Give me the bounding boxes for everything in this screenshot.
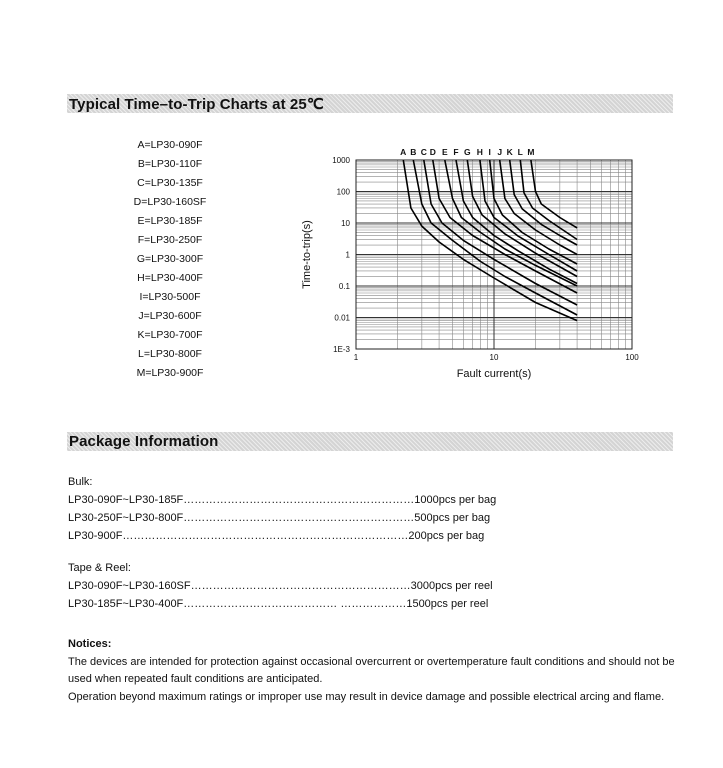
x-tick-label: 10 [489, 353, 499, 362]
legend-item: K=LP30-700F [137, 329, 203, 341]
series-label-g: G [463, 147, 471, 157]
legend-item: M=LP30-900F [136, 367, 204, 379]
bulk-row: LP30-900F……………………………………………………………………200pcs per bag [68, 530, 485, 542]
legend-item: E=LP30-185F [137, 215, 203, 227]
legend-item: J=LP30-600F [138, 310, 202, 322]
legend-item: L=LP30-800F [138, 348, 202, 360]
series-line-l [520, 160, 577, 240]
bulk-header: Bulk: [68, 476, 93, 488]
tape-reel-block [68, 559, 493, 613]
series-label-c: C [420, 147, 427, 157]
bulk-block [68, 473, 496, 545]
tape-row: LP30-090F~LP30-160SF……………………………………………………3000pcs per reel [68, 580, 493, 592]
legend-item: H=LP30-400F [137, 272, 203, 284]
charts-section-title: Typical Time–to-Trip Charts at 25℃ [69, 96, 324, 113]
bulk-row: LP30-090F~LP30-185F………………………………………………………1000pcs per bag [68, 494, 497, 506]
y-tick-label: 1 [345, 250, 350, 260]
series-line-m [531, 160, 577, 228]
series-label-b: B [410, 147, 417, 157]
package-section-title: Package Information [69, 433, 219, 450]
x-tick-label: 100 [625, 353, 639, 362]
notices-line-1: The devices are intended for protection against occasional overcurrent or overtemperature fault conditions and should not be used when repeated fault conditions are anticipated. [68, 655, 675, 685]
legend-item: F=LP30-250F [137, 234, 203, 246]
x-tick-label: 1 [353, 353, 359, 362]
series-label-a: A [400, 147, 407, 157]
series-label-d: D [429, 147, 436, 157]
x-axis-label: Fault current(s) [456, 368, 532, 380]
tape-header: Tape & Reel: [68, 562, 131, 574]
series-label-k: K [506, 147, 513, 157]
y-axis-label: Time-to-trip(s) [301, 220, 313, 289]
series-line-f [456, 160, 577, 284]
notices-title: Notices: [68, 638, 112, 650]
series-label-m: M [527, 147, 535, 157]
y-tick-label: 1000 [332, 156, 350, 165]
y-tick-label: 0.1 [338, 282, 350, 291]
y-tick-label: 100 [336, 187, 350, 197]
y-tick-label: 10 [341, 219, 350, 228]
notices-line-2: Operation beyond maximum ratings or improper use may result in device damage and possible electrical arcing and flame. [68, 690, 665, 703]
series-label-f: F [453, 147, 459, 157]
series-label-l: L [517, 147, 523, 157]
legend-item: C=LP30-135F [137, 177, 203, 189]
tape-row: LP30-185F~LP30-400F…………………………………… ………………1500pcs per reel [68, 598, 489, 610]
legend-item: D=LP30-160SF [133, 196, 207, 208]
series-label-i: I [488, 147, 491, 157]
legend-item: G=LP30-300F [136, 253, 204, 265]
series-label-e: E [441, 147, 448, 157]
series-label-h: H [476, 147, 483, 157]
section-header-package [67, 432, 673, 451]
time-to-trip-chart [296, 140, 656, 385]
notices-block [68, 636, 678, 706]
legend-item: B=LP30-110F [137, 158, 203, 170]
series-label-j: J [497, 147, 503, 157]
legend-item: A=LP30-090F [137, 139, 203, 151]
legend-item: I=LP30-500F [139, 291, 201, 303]
part-legend [110, 136, 230, 383]
y-tick-label: 0.01 [334, 313, 350, 323]
bulk-row: LP30-250F~LP30-800F………………………………………………………500pcs per bag [68, 512, 491, 524]
y-tick-label: 1E-3 [333, 345, 350, 354]
section-header-charts [67, 94, 673, 113]
